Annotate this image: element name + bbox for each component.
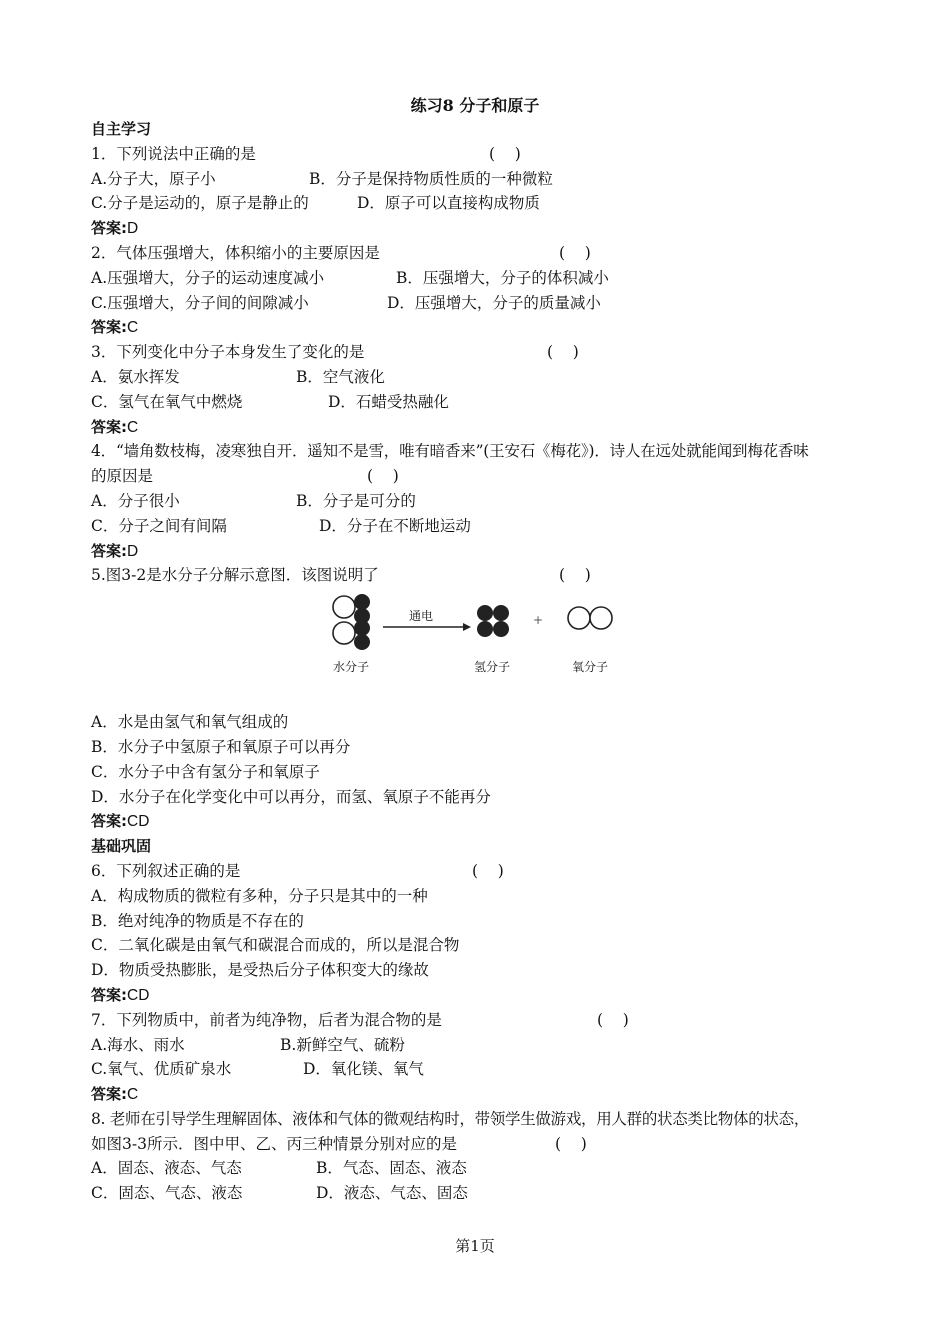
question-5: [91, 563, 866, 588]
question-4-cont: [91, 464, 866, 489]
question-stem: 如图3-3所示．图中甲、乙、丙三种情景分别对应的是: [91, 1134, 457, 1153]
answer-value: D: [127, 220, 139, 238]
section-heading: 基础巩固: [91, 837, 152, 856]
document-body: [91, 117, 866, 1206]
question-stem: 3．下列变化中分子本身发生了变化的是: [91, 343, 365, 362]
question-3: [91, 340, 866, 365]
page-number: 第1页: [455, 1237, 495, 1255]
hydrogen-molecules-icon: [477, 605, 509, 637]
figure-label-oxygen: 氧分子: [572, 660, 609, 675]
options-row: [91, 291, 866, 316]
option: D．石蜡受热融化: [328, 392, 449, 411]
options-row: [91, 1057, 866, 1082]
option: A.分子大，原子小: [91, 169, 216, 188]
answer-line: [91, 1082, 866, 1107]
answer-value: C: [127, 418, 139, 436]
answer-label: 答案:: [91, 219, 127, 238]
option: A.海水、雨水: [91, 1035, 185, 1054]
answer-line: [91, 983, 866, 1008]
question-stem: 5.图3-2是水分子分解示意图．该图说明了: [91, 566, 379, 585]
answer-line: [91, 315, 866, 340]
option: A.压强增大，分子的运动速度减小: [91, 268, 325, 287]
question-4: [91, 439, 866, 464]
option: D．物质受热膨胀，是受热后分子体积变大的缘故: [91, 961, 429, 980]
option: D．压强增大，分子的质量减小: [387, 293, 601, 312]
option: C．水分子中含有氢分子和氧原子: [91, 762, 320, 781]
answer-value: D: [127, 542, 139, 560]
option: A．构成物质的微粒有多种，分子只是其中的一种: [91, 886, 428, 905]
option: B．分子是保持物质性质的一种微粒: [309, 169, 553, 188]
question-stem: 8. 老师在引导学生理解固体、液体和气体的微观结构时，带领学生做游戏，用人群的状态类比物体的状态，: [91, 1109, 810, 1128]
answer-label: 答案:: [91, 985, 127, 1004]
page-title: 练习8 分子和原子: [410, 96, 540, 115]
answer-value: CD: [127, 986, 150, 1004]
answer-paren: ( ): [547, 343, 579, 362]
arrow-label: 通电: [409, 609, 434, 624]
options-row: [91, 1033, 866, 1058]
options-row: [91, 514, 866, 539]
options-row: [91, 191, 866, 216]
question-stem: 6．下列叙述正确的是: [91, 861, 241, 880]
question-7: [91, 1008, 866, 1033]
option: D．液态、气态、固态: [316, 1184, 468, 1203]
option: A．水是由氢气和氧气组成的: [91, 713, 289, 732]
option: C．二氧化碳是由氧气和碳混合而成的，所以是混合物: [91, 936, 460, 955]
question-stem: 4．“墙角数枝梅，凌寒独自开．遥知不是雪，唯有暗香来”(王安石《梅花》)．诗人在远处就能闻到梅花香味: [91, 442, 809, 461]
question-2: [91, 241, 866, 266]
option: B．空气液化: [296, 367, 385, 386]
answer-paren: ( ): [489, 144, 521, 163]
option: C.分子是运动的，原子是静止的: [91, 194, 309, 213]
answer-paren: ( ): [367, 467, 399, 486]
answer-label: 答案:: [91, 318, 127, 337]
answer-label: 答案:: [91, 812, 127, 831]
plus-sign: +: [533, 613, 544, 628]
option: C.氧气、优质矿泉水: [91, 1060, 232, 1079]
options-row: [91, 489, 866, 514]
answer-line: [91, 415, 866, 440]
option: D．原子可以直接构成物质: [357, 194, 540, 213]
option: D．水分子在化学变化中可以再分，而氢、氧原子不能再分: [91, 787, 491, 806]
oxygen-molecule-icon: [568, 607, 612, 629]
options-row: [91, 390, 866, 415]
answer-value: C: [127, 319, 139, 337]
water-molecules-icon: [333, 594, 370, 650]
molecule-diagram: [91, 590, 866, 706]
option: A．氨水挥发: [91, 367, 180, 386]
question-1: [91, 142, 866, 167]
question-stem: 2．气体压强增大，体积缩小的主要原因是: [91, 243, 380, 262]
options-row: [91, 1156, 866, 1181]
question-stem: 的原因是: [91, 467, 154, 486]
options-row: [91, 365, 866, 390]
answer-paren: ( ): [555, 1134, 587, 1153]
options-row: [91, 266, 866, 291]
answer-line: [91, 809, 866, 834]
figure-label-water: 水分子: [333, 660, 370, 675]
answer-paren: ( ): [559, 566, 591, 585]
options-row: [91, 1181, 866, 1206]
question-stem: 1．下列说法中正确的是: [91, 144, 256, 163]
answer-label: 答案:: [91, 417, 127, 436]
answer-paren: ( ): [472, 861, 504, 880]
answer-value: CD: [127, 813, 150, 831]
option: C.压强增大，分子间的间隙减小: [91, 293, 309, 312]
option: C．固态、气态、液态: [91, 1184, 243, 1203]
water-decomposition-figure: [91, 590, 866, 706]
question-6: [91, 859, 866, 884]
option: B．绝对纯净的物质是不存在的: [91, 911, 304, 930]
option: D．氧化镁、氧气: [303, 1060, 424, 1079]
answer-line: [91, 539, 866, 564]
question-stem: 7．下列物质中，前者为纯净物，后者为混合物的是: [91, 1010, 442, 1029]
answer-line: [91, 216, 866, 241]
question-8: [91, 1107, 866, 1132]
option: D．分子在不断地运动: [319, 516, 471, 535]
option: C．分子之间有间隔: [91, 516, 227, 535]
option: B．气态、固态、液态: [316, 1159, 467, 1178]
option: B．压强增大，分子的体积减小: [396, 268, 609, 287]
option: B．水分子中氢原子和氧原子可以再分: [91, 737, 351, 756]
answer-value: C: [127, 1086, 139, 1104]
question-8-cont: [91, 1132, 866, 1157]
option: B．分子是可分的: [296, 491, 416, 510]
answer-label: 答案:: [91, 541, 127, 560]
option: A．分子很小: [91, 491, 180, 510]
section-heading: 自主学习: [91, 120, 152, 138]
option: A．固态、液态、气态: [91, 1159, 242, 1178]
options-row: [91, 167, 866, 192]
option: B.新鲜空气、硫粉: [280, 1035, 405, 1054]
answer-paren: ( ): [597, 1010, 629, 1029]
figure-label-hydrogen: 氢分子: [474, 660, 511, 675]
answer-paren: ( ): [559, 243, 591, 262]
option: C．氢气在氧气中燃烧: [91, 392, 243, 411]
answer-label: 答案:: [91, 1085, 127, 1104]
